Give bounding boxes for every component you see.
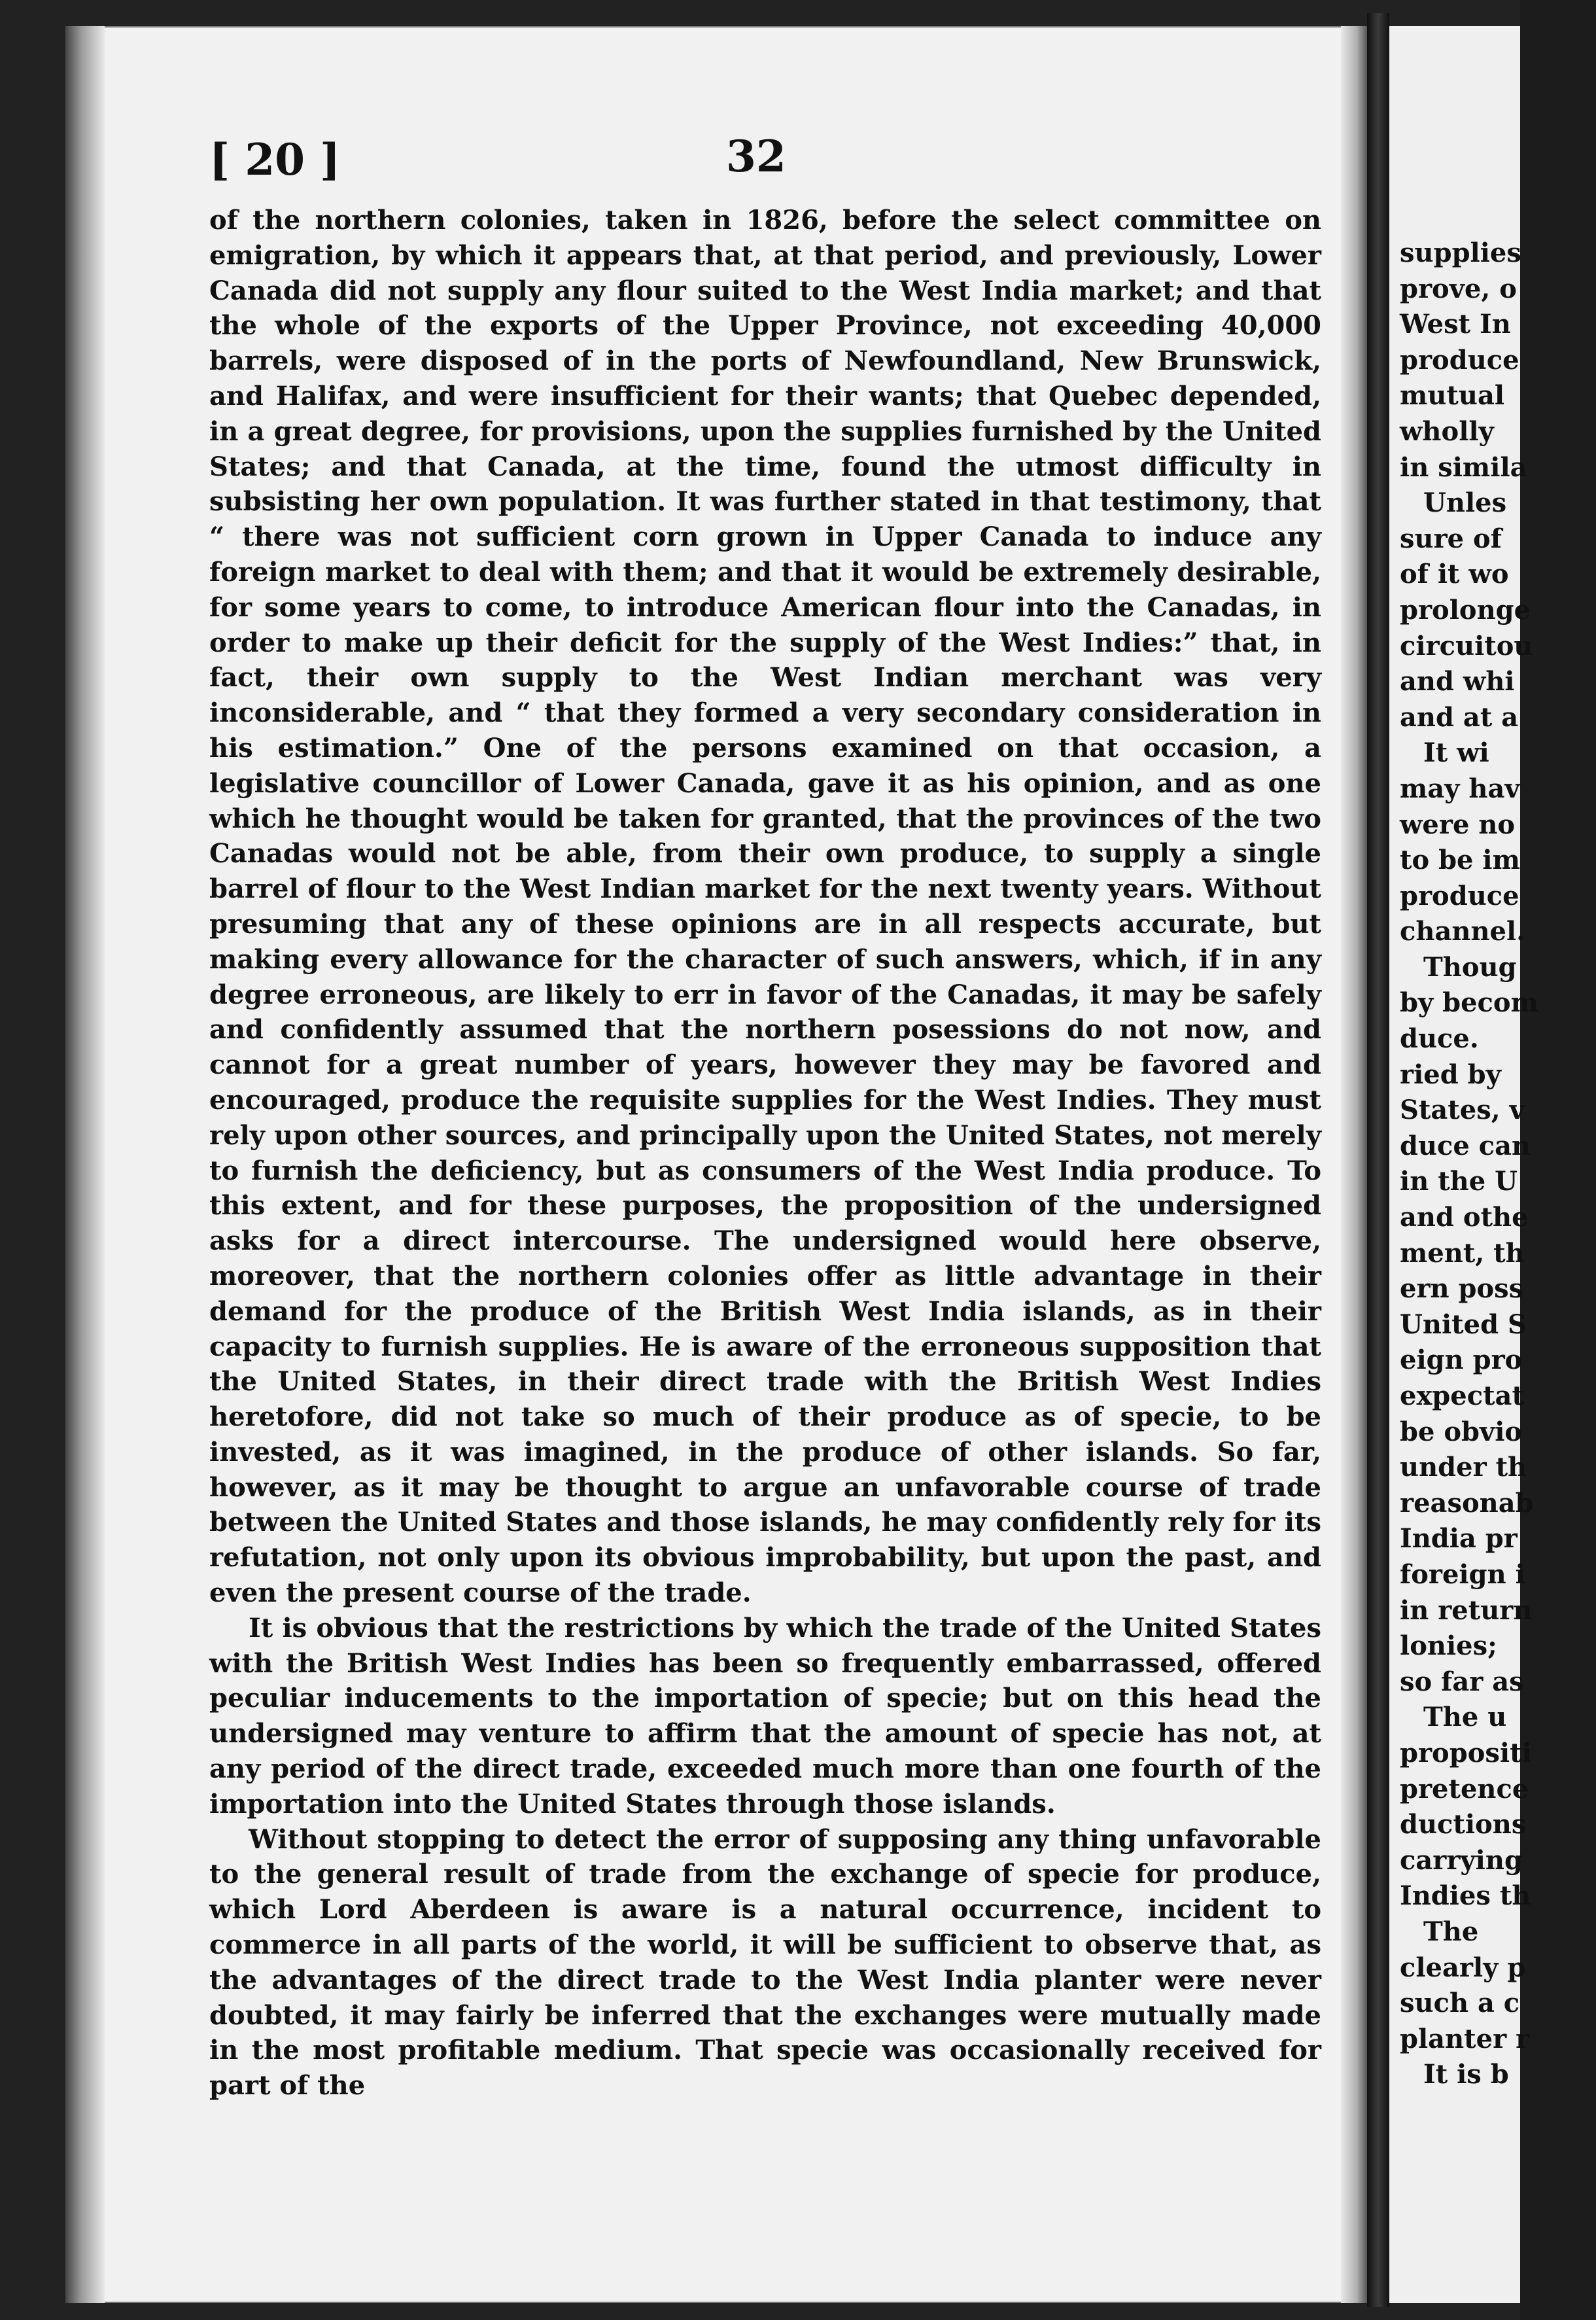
right-page-line: may hav bbox=[1400, 773, 1520, 804]
right-page-line: Thoug bbox=[1423, 951, 1517, 983]
right-page-line: in simila bbox=[1400, 451, 1527, 483]
right-page-line: such a c bbox=[1400, 1988, 1520, 2019]
right-page-line: produce bbox=[1400, 880, 1519, 911]
right-page-body bbox=[1400, 236, 1596, 2093]
right-page-line: Indies th bbox=[1400, 1880, 1531, 1912]
left-page-body bbox=[209, 203, 1321, 2103]
right-page-line: under th bbox=[1400, 1452, 1527, 1483]
page-number: 32 bbox=[726, 131, 786, 182]
bracket-page-number: [ 20 ] bbox=[209, 134, 341, 185]
left-page-gutter-shadow bbox=[1341, 26, 1367, 2303]
right-page-line: States, v bbox=[1400, 1095, 1525, 1126]
right-page-line: ment, th bbox=[1400, 1237, 1525, 1269]
right-page-line: and othe bbox=[1400, 1202, 1529, 1233]
right-page-line: duce. bbox=[1400, 1023, 1479, 1055]
right-page-line: ried by bbox=[1400, 1059, 1501, 1090]
right-page-line: and at a bbox=[1400, 701, 1519, 733]
right-page-line: so far as bbox=[1400, 1666, 1524, 1697]
right-page-line: channel. bbox=[1400, 916, 1526, 947]
paragraph: It is obvious that the restrictions by which the trade of the United States with the British West Indies has been so frequently embarrassed, offered peculiar inducements to the importation of specie; but on this head the undersigned may venture to affirm that the amount of specie has not, at any period of the direct trade, exceeded much more than one fourth of the importation into the United States through those islands. bbox=[209, 1612, 1321, 1819]
right-page-line: prove, o bbox=[1400, 273, 1517, 304]
paragraph: of the northern colonies, taken in 1826, before the select committee on emigration, by which it appears that, at that period, and previously, Lower Canada did not supply any flour suited to the West India market; and that the whole of the exports of the Upper Province, not exceeding 40,000 barrels, were disposed of in the ports of Newfoundland, New Brunswick, and Halifax, and were insufficient for their wants; that Quebec depended, in a great degree, for provisions, upon the supplies furnished by the United States; and that Canada, at the time, found the utmost difficulty in subsisting her own population. It was further stated in that testimony, that “ there was not sufficient corn grown in Upper Canada to induce any foreign market to deal with them; and that it would be extremely desirable, for some years to come, to introduce American flour into the Canadas, in order to make up their deficit for the supply of the West Indies:” that, in fact, their own supply to the West Indian merchant was very inconsiderable, and “ that they formed a very secondary consideration in his estimation.” One of the persons examined on that occasion, a legislative councillor of Lower Canada, gave it as his opinion, and as one which he thought would be taken for granted, that the provinces of the two Canadas would not be able, from their own produce, to supply a single barrel of flour to the West Indian market for the next twenty years. Without presuming that any of these opinions are in all respects accurate, but making every allowance for the character of such answers, which, if in any degree erroneous, are likely to err in favor of the Canadas, it may be safely and confidently assumed that the northern posessions do not now, and cannot for a great number of years, however they may be favored and encouraged, produce the requisite supplies for the West Indies. They must rely upon other sources, and principally upon the United States, not merely to furnish the deficiency, but as consumers of the West India produce. To this extent, and for these purposes, the proposition of the undersigned asks for a direct intercourse. The undersigned would here observe, moreover, that the northern colonies offer as little advantage in their demand for the produce of the British West India islands, as in their capacity to furnish supplies. He is aware of the erroneous supposition that the United States, in their direct trade with the British West Indies heretofore, did not take so much of their produce as of specie, to be invested, as it was imagined, in the produce of other islands. So far, however, as it may be thought to argue an unfavorable course of trade between the United States and those islands, he may confidently rely for its refutation, not only upon its obvious improbability, but upon the past, and even the present course of the trade. bbox=[209, 205, 1321, 1609]
right-page-line: mutual bbox=[1400, 380, 1505, 412]
right-page-line: The u bbox=[1423, 1702, 1507, 1733]
right-page-line: be obvio bbox=[1400, 1416, 1523, 1447]
right-page-line: produce bbox=[1400, 344, 1519, 376]
paragraph: Without stopping to detect the error of supposing any thing unfavorable to the general result of trade from the exchange of specie for produce, which Lord Aberdeen is aware is a natural occurrence, incident to commerce in all parts of the world, it will be sufficient to observe that, as the advantages of the direct trade to the West India planter were never doubted, it may fairly be inferred that the exchanges were mutually made in the most profitable medium. That specie was occasionally received for part of the bbox=[209, 1823, 1321, 2101]
right-page-line: United S bbox=[1400, 1309, 1527, 1340]
book-gutter bbox=[1367, 13, 1389, 2307]
right-page-line: to be im bbox=[1400, 845, 1520, 876]
right-page-line: ductions bbox=[1400, 1809, 1527, 1840]
right-page-line: planter r bbox=[1400, 2023, 1530, 2054]
right-page-line: of it wo bbox=[1400, 559, 1509, 590]
right-page-line: circuitou bbox=[1400, 630, 1533, 661]
right-page-line: by becom bbox=[1400, 987, 1538, 1019]
right-page-line: India pr bbox=[1400, 1523, 1518, 1555]
right-page-line: clearly p bbox=[1400, 1952, 1526, 1983]
right-page-line: supplies bbox=[1400, 237, 1521, 268]
right-page-line: prolonge bbox=[1400, 594, 1531, 625]
right-page-line: eign pro bbox=[1400, 1345, 1523, 1376]
right-page-line: carrying bbox=[1400, 1844, 1523, 1876]
right-page-line: lonies; bbox=[1400, 1630, 1497, 1662]
left-page-edge-shadow bbox=[65, 26, 105, 2303]
right-page-line: were no bbox=[1400, 809, 1516, 840]
right-page-line: expectat bbox=[1400, 1380, 1524, 1411]
right-page-line: in return bbox=[1400, 1594, 1533, 1626]
right-page-line: foreign i bbox=[1400, 1558, 1525, 1590]
right-page-line: West In bbox=[1400, 309, 1511, 340]
right-page-line: It wi bbox=[1423, 737, 1489, 769]
right-page-line: in the U bbox=[1400, 1166, 1518, 1197]
right-page-line: The bbox=[1423, 1916, 1479, 1947]
right-page-line: reasonab bbox=[1400, 1487, 1534, 1519]
right-page-line: wholly bbox=[1400, 415, 1494, 447]
right-page-line: pretence bbox=[1400, 1773, 1529, 1804]
right-page-line: sure of bbox=[1400, 523, 1502, 554]
right-page-line: ern poss bbox=[1400, 1273, 1524, 1305]
right-page-line: duce can bbox=[1400, 1130, 1531, 1161]
right-page-line: and whi bbox=[1400, 666, 1515, 697]
right-page-line: propositi bbox=[1400, 1737, 1532, 1768]
right-page-line: Unles bbox=[1423, 487, 1507, 519]
right-page-line: It is b bbox=[1423, 2059, 1509, 2090]
